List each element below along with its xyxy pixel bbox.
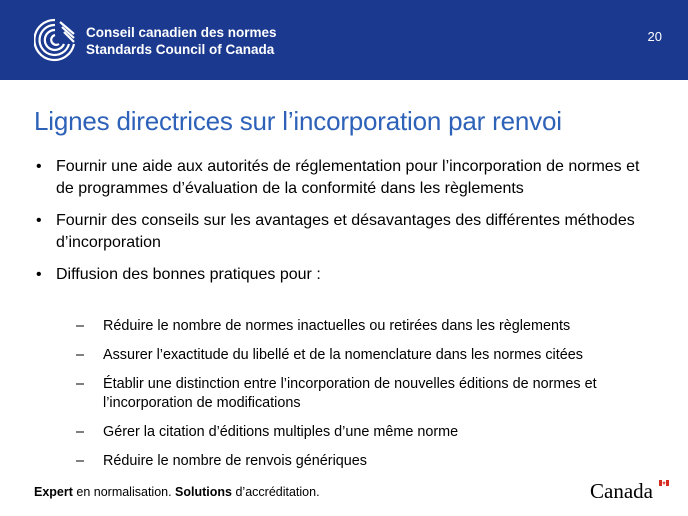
organization-name (86, 24, 277, 58)
org-name-en: Standards Council of Canada (86, 42, 275, 57)
canada-wordmark-text: Canada (590, 479, 653, 501)
sub-bullet-text: Réduire le nombre de renvois génériques (103, 453, 367, 469)
bullet-text: Fournir des conseils sur les avantages et désavantages des différentes méthodes d’incorporation (56, 212, 635, 251)
scc-logo-icon (34, 14, 76, 68)
sub-bullet-item (76, 317, 656, 336)
bullet-dot: • (36, 266, 42, 283)
sub-bullet-text: Réduire le nombre de normes inactuelles ou retirées dans les règlements (103, 318, 571, 334)
canada-wordmark (590, 479, 670, 501)
bullet-text: Diffusion des bonnes pratiques pour : (56, 266, 321, 283)
tagline-expert-rest: en normalisation. (72, 485, 176, 499)
dash-marker: – (76, 376, 85, 392)
org-name-fr: Conseil canadien des normes (86, 25, 277, 40)
maple-leaf-flag-icon (659, 480, 669, 486)
tagline-solutions-rest: d’accréditation. (232, 485, 320, 499)
bullet-text: Fournir une aide aux autorités de réglementation pour l’incorporation de normes et de programmes d’évaluation de la conformité dans les règlements (56, 158, 640, 197)
bullet-item (34, 156, 654, 200)
bullet-item (34, 264, 654, 286)
bullet-list (34, 156, 654, 296)
slide-number: 20 (647, 29, 662, 44)
bullet-item (34, 210, 654, 254)
slide-title: Lignes directrices sur l’incorporation par renvoi (34, 106, 562, 136)
tagline-solutions: Solutions (175, 485, 232, 499)
sub-bullet-item (76, 452, 656, 471)
footer-tagline (34, 485, 320, 499)
dash-marker: – (76, 453, 85, 469)
bullet-dot: • (36, 158, 42, 175)
header-bar (0, 0, 688, 80)
dash-marker: – (76, 318, 85, 334)
sub-bullet-text: Établir une distinction entre l’incorporation de nouvelles éditions de normes et l’incorporation de modifications (103, 376, 597, 411)
sub-bullet-text: Assurer l’exactitude du libellé et de la nomenclature dans les normes citées (103, 347, 583, 363)
sub-bullet-text: Gérer la citation d’éditions multiples d’une même norme (103, 424, 459, 440)
sub-bullet-list (76, 317, 656, 471)
bullet-dot: • (36, 212, 42, 229)
dash-marker: – (76, 424, 85, 440)
sub-bullet-item (76, 346, 656, 365)
tagline-expert: Expert (34, 485, 73, 499)
sub-bullet-item (76, 375, 656, 413)
dash-marker: – (76, 347, 85, 363)
sub-bullet-item (76, 423, 656, 442)
